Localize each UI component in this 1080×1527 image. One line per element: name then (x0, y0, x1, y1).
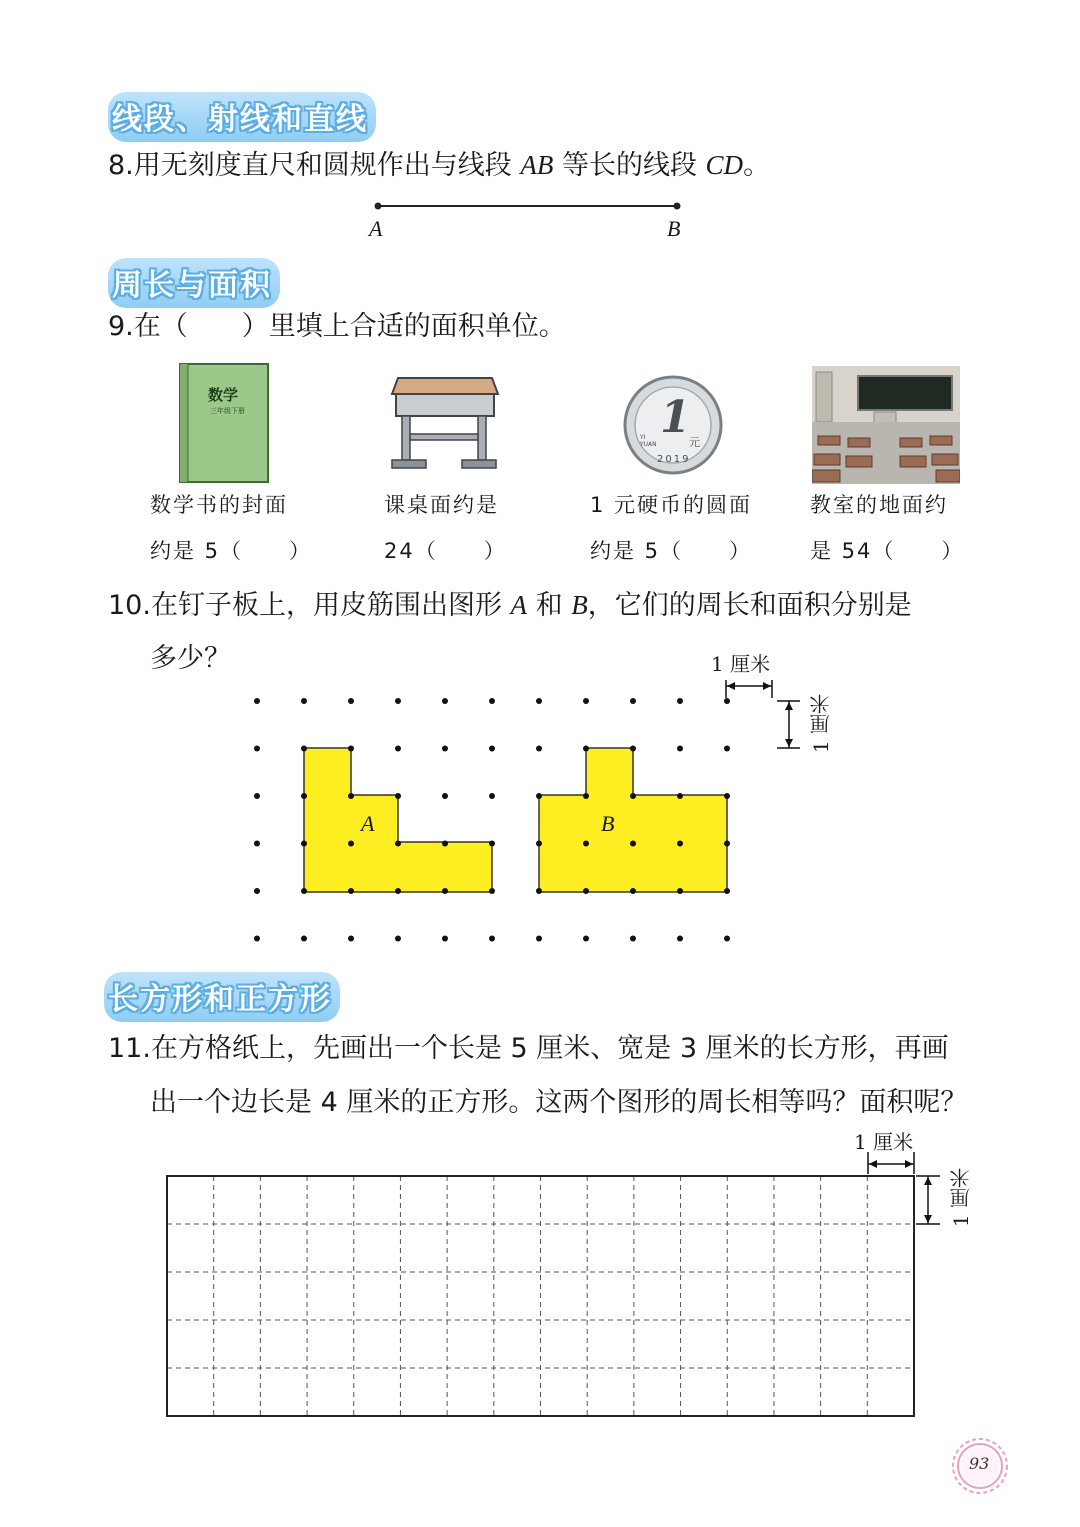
question-10-line2 (150, 632, 231, 686)
question-text: 多少？ (150, 643, 231, 674)
peg (395, 698, 401, 704)
question-8 (108, 138, 770, 193)
caption-line: 教室的地面约 (810, 493, 948, 517)
peg (301, 841, 307, 847)
peg (442, 936, 448, 942)
grid-unit-label-h: 1 厘米 (854, 1130, 914, 1154)
page-number: 93 (969, 1454, 990, 1473)
grid-paper (160, 1150, 980, 1425)
peg (724, 841, 730, 847)
peg (301, 746, 307, 752)
peg (254, 793, 260, 799)
shape-b-label: B (601, 811, 615, 836)
section-title-rect-square: 长方形和正方形 (104, 972, 340, 1022)
book-title: 数学 (208, 386, 239, 404)
peg (395, 793, 401, 799)
peg (724, 746, 730, 752)
point-a-label: A (369, 216, 383, 241)
caption-line: 约是 5（ ） (150, 539, 313, 563)
desk-illustration (388, 372, 502, 482)
peg (348, 888, 354, 894)
peg (442, 888, 448, 894)
peg (677, 698, 683, 704)
peg (677, 936, 683, 942)
peg (583, 841, 589, 847)
peg (395, 936, 401, 942)
question-text: ，它们的周长和面积分别是 (587, 590, 912, 621)
peg (489, 888, 495, 894)
peg (630, 746, 636, 752)
question-text: 用无刻度直尺和圆规作出与线段 (133, 150, 512, 181)
question-text: 和 (535, 590, 563, 621)
peg (348, 793, 354, 799)
point-b-dot (674, 203, 681, 210)
peg (254, 888, 260, 894)
peg (630, 841, 636, 847)
coin-yuan: YI YUAN (640, 434, 657, 448)
peg (630, 888, 636, 894)
caption-line: 是 54（ ） (810, 539, 965, 563)
question-number: 11. (108, 1033, 151, 1064)
section-title-perimeter-area: 周长与面积 (108, 258, 280, 308)
question-number: 10. (108, 590, 151, 621)
peg (583, 793, 589, 799)
peg (536, 793, 542, 799)
peg (348, 936, 354, 942)
segment-cd-label: CD (705, 150, 744, 180)
shape-a-ref: A (510, 590, 528, 620)
peg (536, 841, 542, 847)
point-b-label: B (667, 216, 681, 241)
question-text: 在（ ）里填上合适的面积单位。 (133, 311, 566, 342)
segment-ab-figure (360, 190, 700, 250)
caption-coin (590, 482, 752, 574)
peg (348, 841, 354, 847)
coin-year: 2019 (657, 454, 691, 465)
classroom-illustration (812, 366, 960, 484)
caption-line: 数学书的封面 (150, 493, 288, 517)
question-11 (108, 1022, 949, 1076)
coin-unit: 元 (689, 436, 700, 449)
peg (724, 698, 730, 704)
caption-line: 24（ ） (384, 539, 507, 563)
book-subtitle: 三年级下册 (210, 407, 245, 415)
peg (677, 841, 683, 847)
peg (583, 746, 589, 752)
peg (677, 746, 683, 752)
question-11-line2 (150, 1076, 967, 1130)
peg (348, 698, 354, 704)
peg (630, 936, 636, 942)
math-book-illustration (176, 362, 272, 486)
peg (724, 936, 730, 942)
geoboard-figure (240, 680, 800, 960)
peg (724, 888, 730, 894)
question-10 (108, 578, 912, 633)
peg (395, 888, 401, 894)
caption-line: 1 元硬币的圆面 (590, 493, 753, 517)
grid-lines (167, 1176, 914, 1416)
caption-desk (384, 482, 507, 574)
peg (348, 746, 354, 752)
peg (677, 888, 683, 894)
peg (724, 793, 730, 799)
caption-book (150, 482, 312, 574)
question-number: 8. (108, 150, 134, 181)
peg (301, 888, 307, 894)
peg (489, 841, 495, 847)
peg (489, 746, 495, 752)
peg (583, 698, 589, 704)
question-9 (108, 300, 566, 354)
peg (301, 793, 307, 799)
question-text: 出一个边长是 4 厘米的正方形。这两个图形的周长相等吗？面积呢？ (150, 1087, 968, 1118)
section-title-line-ray: 线段、射线和直线 (108, 92, 376, 142)
question-text: 在钉子板上，用皮筋围出图形 (150, 590, 502, 621)
caption-line: 课桌面约是 (384, 493, 499, 517)
peg (583, 936, 589, 942)
shape-a-label: A (361, 811, 375, 836)
peg (489, 698, 495, 704)
question-punct: 。 (743, 150, 771, 181)
caption-line: 约是 5（ ） (590, 539, 753, 563)
peg (301, 936, 307, 942)
peg (254, 698, 260, 704)
peg (254, 746, 260, 752)
peg (630, 698, 636, 704)
segment-ab-label: AB (520, 150, 554, 180)
unit-label-h: 1 厘米 (711, 652, 771, 676)
shape-a (304, 748, 492, 892)
question-text: 等长的线段 (561, 150, 697, 181)
peg (442, 698, 448, 704)
peg (536, 698, 542, 704)
question-text: 在方格纸上，先画出一个长是 5 厘米、宽是 3 厘米的长方形，再画 (150, 1033, 949, 1064)
peg (630, 793, 636, 799)
peg (536, 888, 542, 894)
question-number: 9. (108, 311, 134, 342)
peg (442, 841, 448, 847)
unit-label-v: 1 厘米 (809, 694, 833, 754)
peg (489, 936, 495, 942)
peg (583, 888, 589, 894)
peg (301, 698, 307, 704)
peg (677, 793, 683, 799)
peg (442, 793, 448, 799)
peg (395, 841, 401, 847)
coin-value: 1 (660, 392, 691, 443)
peg (395, 746, 401, 752)
grid-unit-label-v: 1 厘米 (949, 1168, 973, 1228)
peg (254, 936, 260, 942)
peg (442, 746, 448, 752)
peg (536, 746, 542, 752)
peg (254, 841, 260, 847)
point-a-dot (375, 203, 382, 210)
peg (489, 793, 495, 799)
caption-classroom (810, 482, 964, 574)
peg (536, 936, 542, 942)
shape-b (539, 748, 727, 892)
shape-b-ref: B (571, 590, 588, 620)
